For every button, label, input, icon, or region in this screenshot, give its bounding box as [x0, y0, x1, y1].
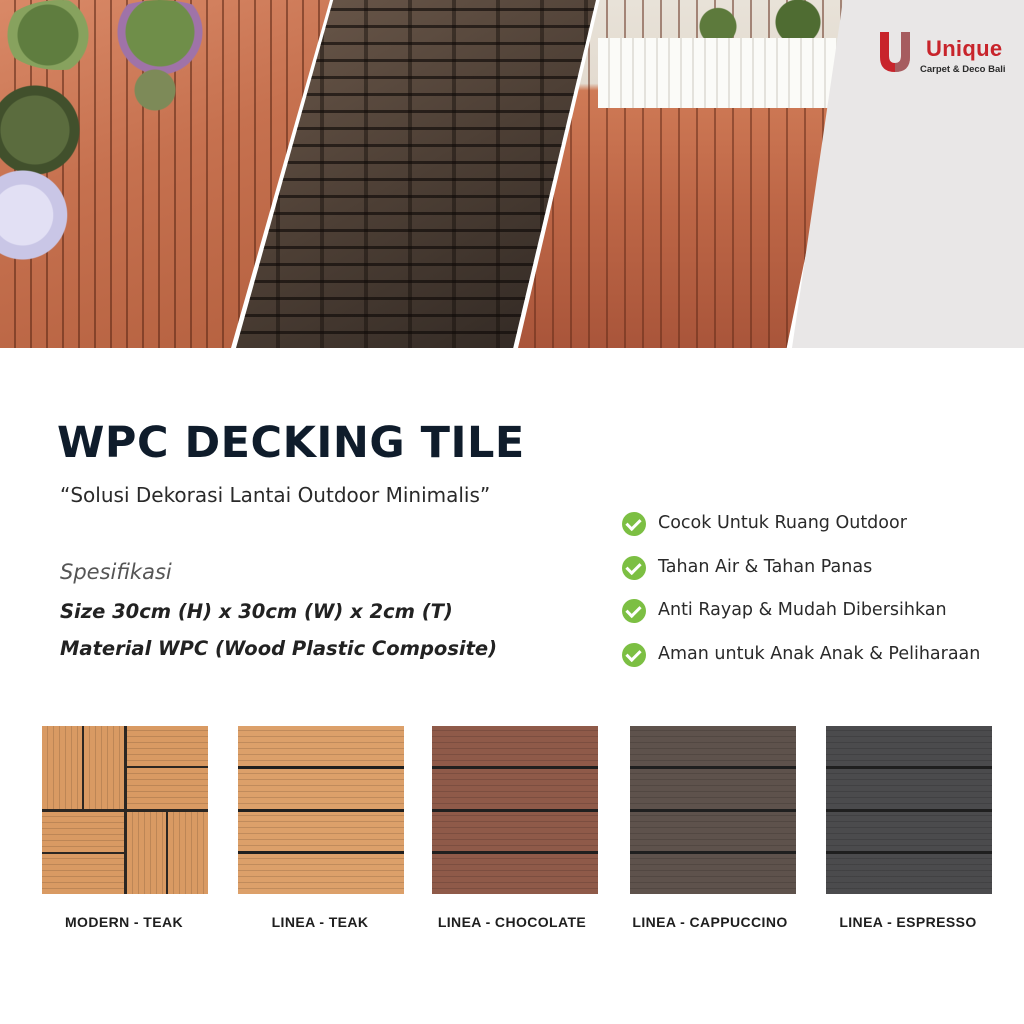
check-circle-icon — [622, 556, 646, 580]
feature-item — [622, 643, 1022, 687]
product-title: WPC DECKING TILE — [57, 418, 525, 468]
swatch-linea-chocolate — [432, 726, 598, 894]
photo-banner — [0, 0, 1024, 348]
tile-plank — [826, 769, 992, 809]
swatch-linea-cappuccino — [630, 726, 796, 894]
swatch-linea-teak — [238, 726, 404, 894]
tile-plank — [630, 726, 796, 766]
tile-plank — [42, 812, 124, 852]
tile-plank — [630, 854, 796, 894]
tile-plank — [238, 812, 404, 852]
feature-label: Tahan Air & Tahan Panas — [658, 556, 873, 577]
feature-item — [622, 512, 1022, 556]
tile-plank — [630, 769, 796, 809]
tile-plank — [826, 726, 992, 766]
spec-heading: Spesifikasi — [60, 560, 172, 584]
feature-list — [622, 512, 1022, 686]
tile-plank — [826, 812, 992, 852]
swatch-modern-teak — [42, 726, 208, 894]
tile-plank — [432, 854, 598, 894]
swatch-label: MODERN - TEAK — [65, 914, 183, 930]
tile-plank — [127, 726, 209, 766]
check-circle-icon — [622, 599, 646, 623]
tile-plank — [127, 812, 167, 895]
tile-plank — [432, 726, 598, 766]
tile-plank — [432, 812, 598, 852]
tile-plank — [238, 726, 404, 766]
swatch-label: LINEA - TEAK — [271, 914, 369, 930]
tile-plank — [168, 812, 208, 895]
swatch-label: LINEA - CAPPUCCINO — [632, 914, 788, 930]
tile-plank — [42, 854, 124, 894]
swatch-label: LINEA - CHOCOLATE — [437, 914, 587, 930]
check-circle-icon — [622, 643, 646, 667]
tile-plank — [826, 854, 992, 894]
brand-logo — [878, 30, 1018, 80]
tile-plank — [432, 769, 598, 809]
tile-plank — [84, 726, 124, 809]
swatch-label: LINEA - ESPRESSO — [839, 914, 977, 930]
spec-size: Size 30cm (H) x 30cm (W) x 2cm (T) — [60, 600, 453, 623]
check-circle-icon — [622, 512, 646, 536]
tile-plank — [630, 812, 796, 852]
feature-label: Cocok Untuk Ruang Outdoor — [658, 513, 907, 533]
spec-material: Material WPC (Wood Plastic Composite) — [60, 637, 498, 660]
swatch-linea-espresso — [826, 726, 992, 894]
tile-plank — [127, 768, 209, 808]
tile-plank — [238, 769, 404, 809]
brand-subtitle: Carpet & Deco Bali — [920, 64, 1006, 75]
brand-logo-mark-icon — [878, 30, 912, 74]
feature-item — [622, 556, 1022, 600]
feature-label: Anti Rayap & Mudah Dibersihkan — [658, 600, 947, 620]
product-tagline: “Solusi Dekorasi Lantai Outdoor Minimalis” — [60, 483, 491, 507]
tile-plank — [238, 854, 404, 894]
brand-name: Unique — [926, 36, 1003, 61]
feature-item — [622, 599, 1022, 643]
feature-label: Aman untuk Anak Anak & Peliharaan — [658, 643, 981, 664]
tile-plank — [42, 726, 82, 809]
